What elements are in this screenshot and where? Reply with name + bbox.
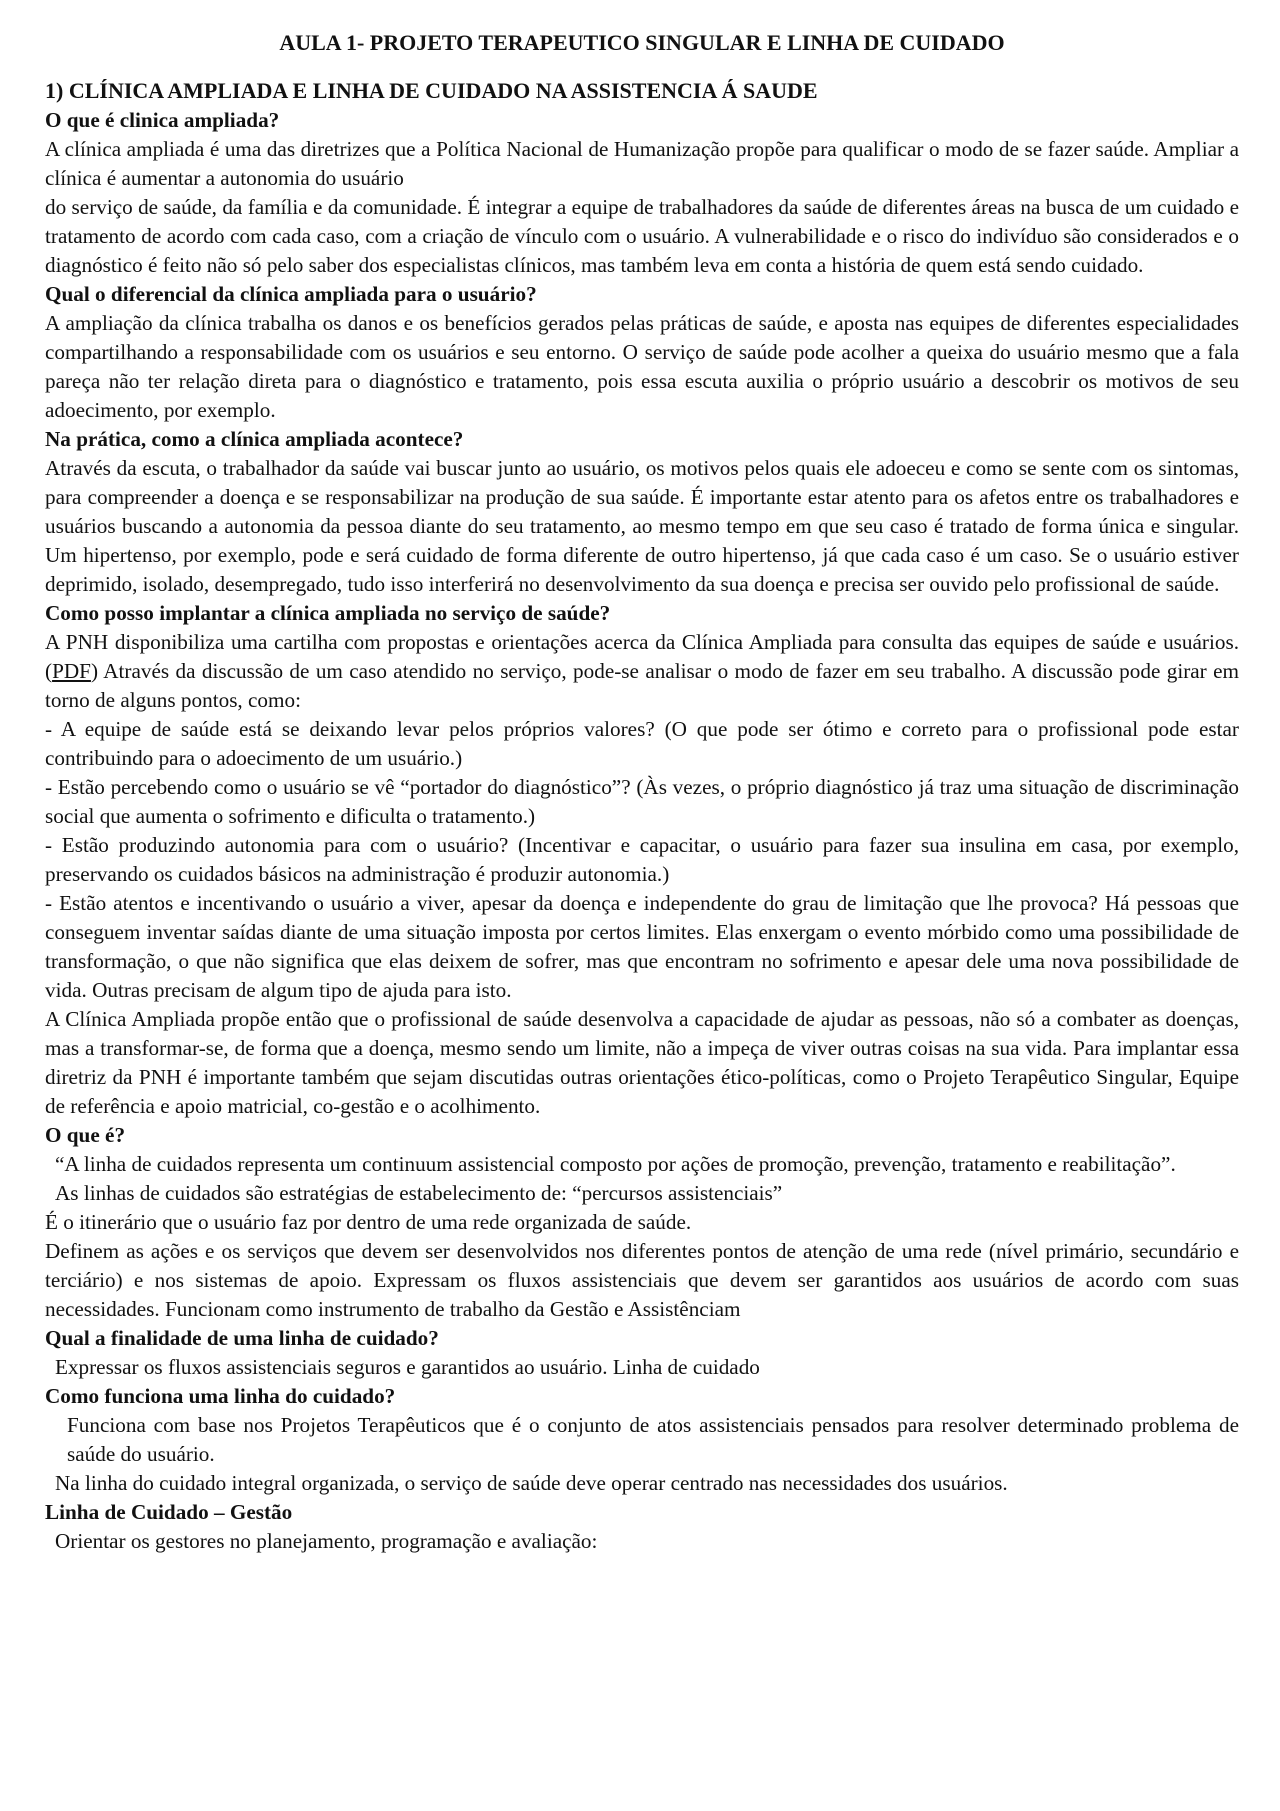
question-heading: O que é clinica ampliada? (45, 108, 280, 132)
paragraph: Através da escuta, o trabalhador da saúde vai buscar junto ao usuário, os motivos pelos quais ele adoeceu e como se sente com os sintomas, para compreender a doença e se responsabilizar na produção de sua saúde. É importante estar atento para os afetos entre os trabalhadores e usuários buscando a autonomia da pessoa diante do seu tratamento, ao mesmo tempo em que seu caso é tratado de forma única e singular. Um hipertenso, por exemplo, pode e será cuidado de forma diferente de outro hipertenso, já que cada caso é um caso. Se o usuário estiver deprimido, isolado, desempregado, tudo isso interferirá no desenvolvimento da sua doença e precisa ser ouvido pelo profissional de saúde. (45, 456, 1239, 596)
paragraph: Expressar os fluxos assistenciais seguros e garantidos ao usuário. Linha de cuidado (55, 1355, 760, 1379)
section-heading: 1) CLÍNICA AMPLIADA E LINHA DE CUIDADO NA ASSISTENCIA Á SAUDE (45, 78, 818, 103)
paragraph: A clínica ampliada é uma das diretrizes que a Política Nacional de Humanização propõe para qualificar o modo de se fazer saúde. Ampliar a clínica é aumentar a autonomia do usuário (45, 137, 1239, 190)
paragraph: Orientar os gestores no planejamento, programação e avaliação: (55, 1529, 598, 1553)
paragraph: É o itinerário que o usuário faz por dentro de uma rede organizada de saúde. (45, 1210, 692, 1234)
question-heading: O que é? (45, 1123, 126, 1147)
question-heading: Na prática, como a clínica ampliada acontece? (45, 427, 464, 451)
bullet-item: - Estão atentos e incentivando o usuário a viver, apesar da doença e independente do grau de limitação que lhe provoca? Há pessoas que conseguem inventar saídas diante de uma situação imposta por certos limites. Elas enxergam o evento mórbido como uma possibilidade de transformação, o que não significa que elas deixem de sofrer, mas que encontram no sofrimento e apesar dele uma nova possibilidade de vida. Outras precisam de algum tipo de ajuda para isto. (45, 891, 1239, 1002)
paragraph: do serviço de saúde, da família e da comunidade. É integrar a equipe de trabalhadores da saúde de diferentes áreas na busca de um cuidado e tratamento de acordo com cada caso, com a criação de vínculo com o usuário. A vulnerabilidade e o risco do indivíduo são considerados e o diagnóstico é feito não só pelo saber dos especialistas clínicos, mas também leva em conta a história de quem está sendo cuidado. (45, 195, 1239, 277)
paragraph: Funciona com base nos Projetos Terapêuticos que é o conjunto de atos assistenciais pensados para resolver determinado problema de saúde do usuário. (67, 1413, 1239, 1466)
paragraph (45, 628, 1239, 715)
pdf-link[interactable]: PDF (52, 659, 91, 683)
paragraph: A Clínica Ampliada propõe então que o profissional de saúde desenvolva a capacidade de ajudar as pessoas, não só a combater as doenças, mas a transformar-se, de forma que a doença, mesmo sendo um limite, não a impeça de viver outras coisas na sua vida. Para implantar essa diretriz da PNH é importante também que sejam discutidas outras orientações ético-políticas, como o Projeto Terapêutico Singular, Equipe de referência e apoio matricial, co-gestão e o acolhimento. (45, 1007, 1239, 1118)
paragraph: A ampliação da clínica trabalha os danos e os benefícios gerados pelas práticas de saúde, e aposta nas equipes de diferentes especialidades compartilhando a responsabilidade com os usuários e seu entorno. O serviço de saúde pode acolher a queixa do usuário mesmo que a fala pareça não ter relação direta para o diagnóstico e tratamento, pois essa escuta auxilia o próprio usuário a descobrir os motivos de seu adoecimento, por exemplo. (45, 311, 1239, 422)
question-heading: Linha de Cuidado – Gestão (45, 1500, 293, 1524)
paragraph: Na linha do cuidado integral organizada, o serviço de saúde deve operar centrado nas necessidades dos usuários. (55, 1471, 1008, 1495)
bullet-item: - Estão percebendo como o usuário se vê “portador do diagnóstico”? (Às vezes, o próprio diagnóstico já traz uma situação de discriminação social que aumenta o sofrimento e dificulta o tratamento.) (45, 775, 1239, 828)
paragraph: As linhas de cuidados são estratégias de estabelecimento de: “percursos assistenciais” (55, 1181, 783, 1205)
question-heading: Como funciona uma linha do cuidado? (45, 1384, 396, 1408)
question-heading: Qual o diferencial da clínica ampliada para o usuário? (45, 282, 537, 306)
question-heading: Qual a finalidade de uma linha de cuidado? (45, 1326, 439, 1350)
document-page (45, 28, 1239, 1556)
paragraph-text: ) Através da discussão de um caso atendido no serviço, pode-se analisar o modo de fazer em seu trabalho. A discussão pode girar em torno de alguns pontos, como: (45, 659, 1239, 712)
document-title: AULA 1- PROJETO TERAPEUTICO SINGULAR E LINHA DE CUIDADO (279, 30, 1005, 55)
paragraph: “A linha de cuidados representa um continuum assistencial composto por ações de promoção, prevenção, tratamento e reabilitação”. (55, 1152, 1176, 1176)
paragraph: Definem as ações e os serviços que devem ser desenvolvidos nos diferentes pontos de atenção de uma rede (nível primário, secundário e terciário) e nos sistemas de apoio. Expressam os fluxos assistenciais que devem ser garantidos aos usuários de acordo com suas necessidades. Funcionam como instrumento de trabalho da Gestão e Assistênciam (45, 1239, 1239, 1321)
bullet-item: - Estão produzindo autonomia para com o usuário? (Incentivar e capacitar, o usuário para fazer sua insulina em casa, por exemplo, preservando os cuidados básicos na administração é produzir autonomia.) (45, 833, 1239, 886)
question-heading: Como posso implantar a clínica ampliada no serviço de saúde? (45, 601, 611, 625)
paragraph-text: A PNH disponibiliza uma cartilha com propostas e orientações acerca da Clínica Ampliada para consulta das equipes de saúde e usuários. ( (45, 630, 1239, 683)
bullet-item: - A equipe de saúde está se deixando levar pelos próprios valores? (O que pode ser ótimo e correto para o profissional pode estar contribuindo para o adoecimento de um usuário.) (45, 717, 1239, 770)
